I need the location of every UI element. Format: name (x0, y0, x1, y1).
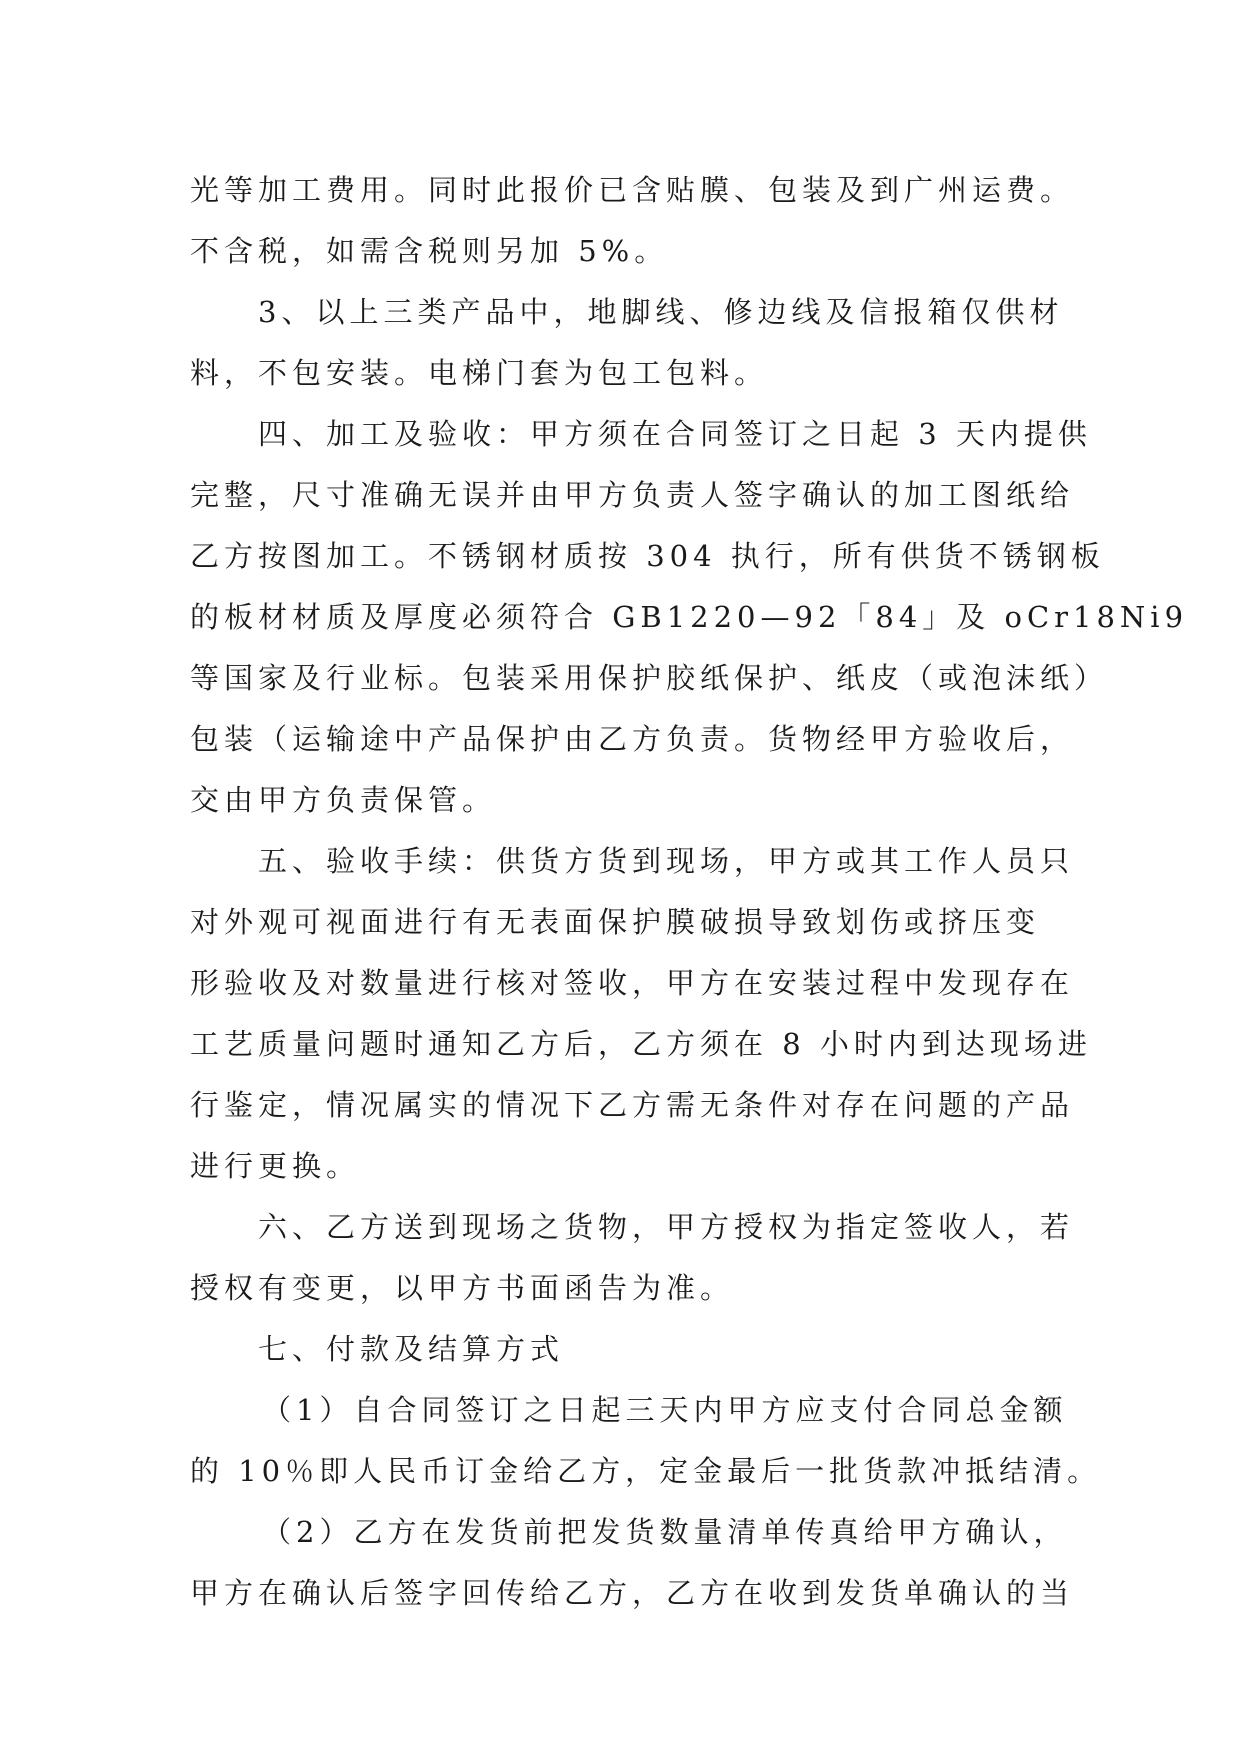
text-line: 工艺质量问题时通知乙方后，乙方须在 8 小时内到达现场进 (190, 1027, 1092, 1061)
text-line: 七、付款及结算方式 (258, 1332, 565, 1366)
text-line: 的 10％即人民币订金给乙方，定金最后一批货款冲抵结清。 (190, 1454, 1102, 1488)
text-line: 形验收及对数量进行核对签收，甲方在安装过程中发现存在 (190, 966, 1075, 1000)
text-line: 授权有变更，以甲方书面函告为准。 (190, 1271, 735, 1305)
text-line: 3、以上三类产品中，地脚线、修边线及信报箱仅供材 (258, 295, 1064, 329)
text-line: 六、乙方送到现场之货物，甲方授权为指定签收人，若 (258, 1210, 1075, 1244)
text-line: 对外观可视面进行有无表面保护膜破损导致划伤或挤压变 (190, 905, 1041, 939)
text-line: 完整，尺寸准确无误并由甲方负责人签字确认的加工图纸给 (190, 478, 1075, 512)
text-line: 不含税，如需含税则另加 5%。 (190, 234, 669, 268)
text-line: 乙方按图加工。不锈钢材质按 304 执行，所有供货不锈钢板 (190, 539, 1105, 573)
document-page (190, 160, 1189, 1624)
text-line: 的板材材质及厚度必须符合 GB1220—92「84」及 oCr18Ni9 (190, 600, 1189, 634)
text-line: 行鉴定，情况属实的情况下乙方需无条件对存在问题的产品 (190, 1088, 1075, 1122)
text-line: 甲方在确认后签字回传给乙方，乙方在收到发货单确认的当 (190, 1576, 1075, 1610)
text-line: 四、加工及验收：甲方须在合同签订之日起 3 天内提供 (258, 417, 1092, 451)
text-line: 五、验收手续：供货方货到现场，甲方或其工作人员只 (258, 844, 1075, 878)
text-line: 光等加工费用。同时此报价已含贴膜、包装及到广州运费。 (190, 173, 1075, 207)
text-line: 料，不包安装。电梯门套为包工包料。 (190, 356, 769, 390)
text-line: 等国家及行业标。包装采用保护胶纸保护、纸皮（或泡沫纸） (190, 661, 1109, 695)
text-line: （2）乙方在发货前把发货数量清单传真给甲方确认， (262, 1515, 1068, 1549)
text-line: 交由甲方负责保管。 (190, 783, 497, 817)
text-line: （1）自合同签订之日起三天内甲方应支付合同总金额 (262, 1393, 1068, 1427)
text-line: 进行更换。 (190, 1149, 361, 1183)
text-line: 包装（运输途中产品保护由乙方负责。货物经甲方验收后， (190, 722, 1075, 756)
